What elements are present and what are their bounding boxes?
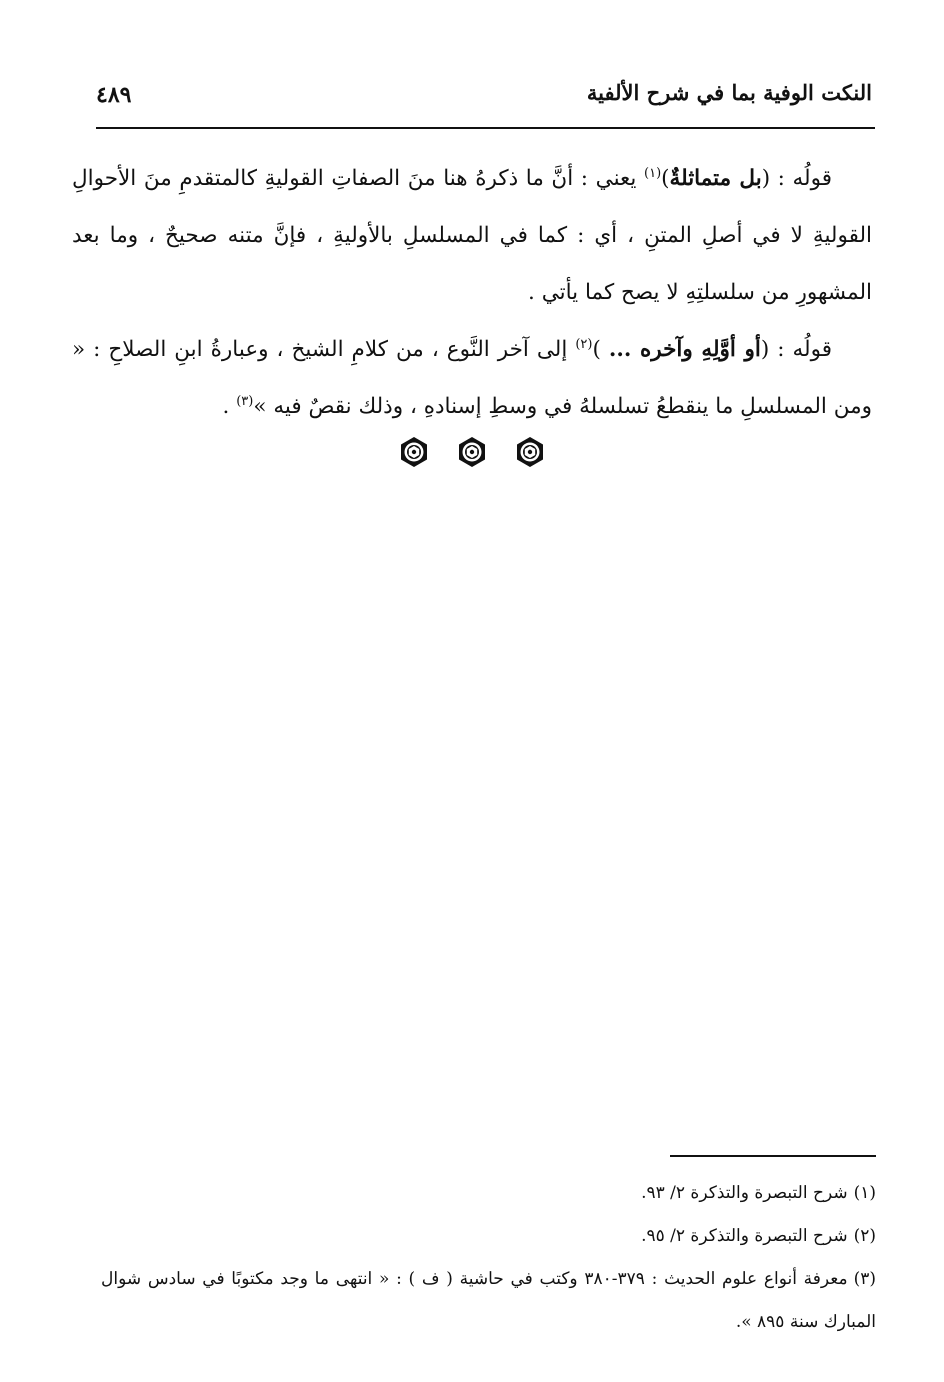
lead-phrase: قولُه : ( [760,337,832,362]
footnote-number: (٢) [853,1226,876,1246]
footnote-number: (٣) [853,1269,876,1289]
ornament-icon [398,436,430,468]
main-text [72,150,872,435]
bracket-close: ) [592,337,609,362]
paragraph-text: يعني : أنَّ ما ذكرهُ هنا منَ الصفاتِ القوليةِ كالمتقدمِ منَ الأحوالِ القوليةِ لا في أصلِ المتنِ ، أي : كما في المسلسلِ بالأوليةِ ، فإنَّ متنه صحيحٌ ، وما بعد المشهورِ من سلسلتِهِ لا يصح كما يأتي . [72,166,872,305]
footnote-ref: (١) [644,166,662,181]
ornament-icon [514,436,546,468]
footnote-3 [101,1258,876,1344]
running-title: النكت الوفية بما في شرح الألفية [586,80,872,105]
paragraph-2 [72,321,872,435]
lead-phrase: قولُه : ( [761,166,832,191]
footnote-ref: (٢) [575,337,593,352]
footnote-number: (١) [853,1183,876,1203]
header-rule [96,127,875,129]
section-divider [0,436,944,468]
ornament-icon [456,436,488,468]
paragraph-text: إلى آخر النَّوع ، من كلامِ الشيخ ، وعبارةُ ابنِ الصلاحِ : « ومن المسلسلِ ما ينقطعُ تسلسلهُ في وسطِ إسنادهِ ، وذلك نقصٌ فيه » [72,337,872,419]
footnote-text: معرفة أنواع علوم الحديث : ٣٧٩-٣٨٠ وكتب في حاشية ( ف ) : « انتهى ما وجد مكتوبًا في سادس شوال المبارك سنة ٨٩٥ ». [101,1269,876,1332]
footnote-ref: (٣) [236,394,254,409]
bracket-close: ) [661,166,670,191]
quoted-phrase: بل متماثلةٌ [669,166,762,191]
quoted-phrase: أو أوَّلِهِ وآخره ... [608,337,761,362]
page-number: ٤٨٩ [96,82,132,108]
paragraph-1 [72,150,872,321]
footnotes [101,1172,876,1344]
footnote-text: شرح التبصرة والتذكرة ٢/ ٩٣. [641,1183,848,1203]
footnote-2 [101,1215,876,1258]
footnote-separator [670,1155,876,1157]
footnote-1 [101,1172,876,1215]
paragraph-end: . [222,394,237,419]
footnote-text: شرح التبصرة والتذكرة ٢/ ٩٥. [641,1226,848,1246]
